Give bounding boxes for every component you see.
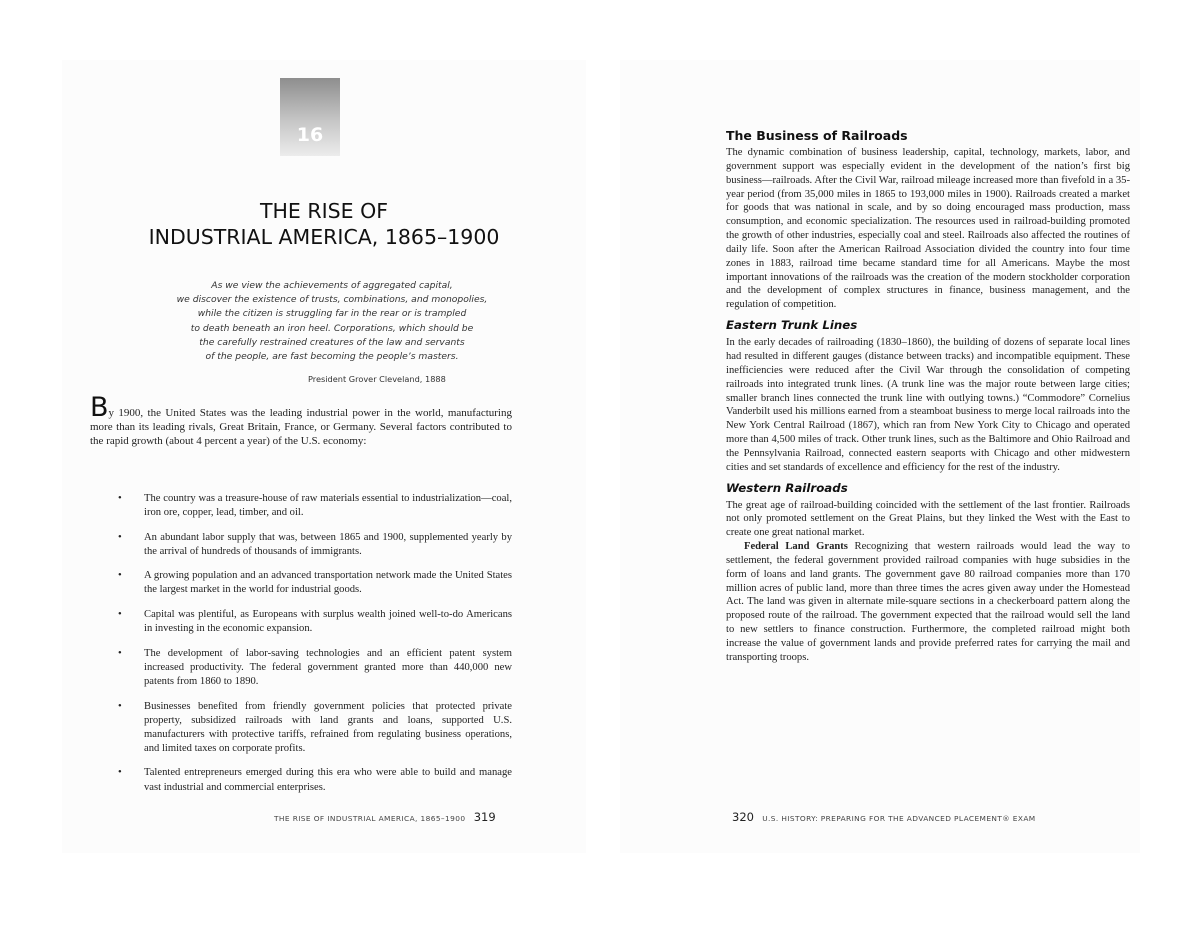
page-number: 320 [732, 810, 754, 824]
epigraph-line: while the citizen is struggling far in the rear or is trampled [197, 308, 467, 320]
list-item [118, 700, 512, 756]
epigraph [122, 279, 542, 364]
list-item-text: Capital was plentiful, as Europeans with surplus wealth joined well-to-do Americans in investing in the economic expansion. [144, 609, 512, 635]
list-item-text: The development of labor-saving technologies and an efficient patent system increased productivity. The federal government granted more than 440,000 new patents from 1860 to 1890. [144, 647, 512, 687]
list-item [118, 608, 512, 636]
list-item-text: An abundant labor supply that was, between 1865 and 1900, supplemented yearly by the arrival of hundreds of thousands of immigrants. [144, 531, 512, 557]
list-item-text: A growing population and an advanced transportation network made the United States the largest market in the world for industrial goods. [144, 570, 512, 596]
intro-paragraph [90, 392, 512, 449]
western-paragraph: The great age of railroad-building coincided with the settlement of the last frontier. Railroads not only promoted settlement on the Great Plains, but they linked the West with the East to create one great national market. [726, 499, 1130, 539]
page-footer [732, 810, 1036, 824]
intro-text: y 1900, the United States was the leading industrial power in the world, manufacturing more than its leading rivals, Great Britain, France, or Germany. Several factors contributed to the rapid growth (about 4 percent a year) of the U.S. economy: [90, 407, 512, 448]
subsection-heading-western: Western Railroads [726, 480, 848, 495]
land-grants-text: Recognizing that western railroads would lead the way to settlement, the federal government provided railroad companies with huge subsidies in the form of loans and land grants. The government gave 80 railroad companies more than 170 million acres of public land, more than three times the acres given away under the Homestead Act. The land was given in alternate mile-square sections in a checkerboard pattern along the proposed route of the railroad. The government expected that the railroad would sell the land to new settlers to finance construction. Furthermore, the completed railroad might both increase the value of government lands and provide preferred rates for carrying the mail and transporting troops. [726, 541, 1130, 663]
chapter-title [62, 198, 586, 250]
bullet-icon: • [118, 493, 122, 504]
epigraph-line: we discover the existence of trusts, combinations, and monopolies, [176, 294, 488, 306]
bullet-icon: • [118, 647, 122, 659]
right-page [620, 60, 1140, 853]
section-heading: The Business of Railroads [726, 128, 908, 143]
list-item-text: The country was a treasure-house of raw materials essential to industrialization—coal, iron ore, copper, lead, timber, and oil. [144, 493, 512, 519]
epigraph-line: to death beneath an iron heel. Corporations, which should be [190, 322, 474, 334]
chapter-number-box [280, 78, 340, 156]
page-number: 319 [473, 810, 496, 824]
running-head: THE RISE OF INDUSTRIAL AMERICA, 1865–1900 [274, 814, 466, 823]
list-item [118, 766, 512, 794]
bullet-icon: • [118, 767, 122, 779]
bullet-icon: • [118, 531, 122, 543]
run-in-heading: Federal Land Grants [744, 541, 848, 553]
factors-list [118, 492, 512, 805]
bullet-icon: • [118, 570, 122, 582]
bullet-icon: • [118, 609, 122, 621]
list-item-text: Talented entrepreneurs emerged during this era who were able to build and manage vast industrial and commercial enterprises. [144, 767, 512, 793]
subsection-heading-eastern: Eastern Trunk Lines [726, 318, 858, 333]
right-page-body [726, 128, 1130, 665]
left-page [62, 60, 586, 853]
epigraph-line: of the people, are fast becoming the people’s masters. [205, 351, 459, 363]
list-item [118, 647, 512, 689]
running-head: U.S. HISTORY: PREPARING FOR THE ADVANCED PLACEMENT® EXAM [762, 814, 1036, 823]
page-footer [274, 810, 496, 824]
list-item [118, 531, 512, 559]
epigraph-line: As we view the achievements of aggregated capital, [211, 280, 453, 291]
list-item [118, 492, 512, 520]
chapter-title-line: THE RISE OF [259, 199, 389, 223]
list-item-text: Businesses benefited from friendly government policies that protected private property, subsidized railroads with land grants and loans, supported U.S. manufacturers with protective tariffs, refrained from regulating business operations, and limited taxes on corporate profits. [144, 700, 512, 754]
epigraph-attribution: President Grover Cleveland, 1888 [308, 374, 446, 384]
chapter-number: 16 [296, 124, 324, 146]
drop-cap: B [90, 392, 109, 423]
list-item [118, 569, 512, 597]
chapter-title-line: INDUSTRIAL AMERICA, 1865–1900 [148, 225, 500, 249]
land-grants-paragraph [726, 540, 1130, 665]
bullet-icon: • [118, 700, 122, 712]
epigraph-line: the carefully restrained creatures of the law and servants [199, 336, 465, 348]
section-paragraph: The dynamic combination of business leadership, capital, technology, markets, labor, and government support was especially evident in the development of the nation’s first big business—railroads. After the Civil War, railroad mileage increased more than fivefold in a 35-year period (from 35,000 miles in 1865 to 193,000 miles in 1900). Railroads created a market for goods that was national in scale, and by so doing encouraged mass production, mass consumption, and economic specialization. The resources used in railroad-building promoted the growth of other industries, especially coal and steel. Railroads also affected the routines of daily life. Soon after the American Railroad Association divided the country into four time zones in 1883, railroad time became standard time for all Americans. Maybe the most important innovations of the railroads was the creation of the modern stockholder corporation and the development of complex structures in finance, business management, and the regulation of competition. [726, 147, 1130, 311]
eastern-paragraph: In the early decades of railroading (1830–1860), the building of dozens of separate local lines had resulted in different gauges (distance between tracks) and incompatible equipment. These inefficiencies were reduced after the Civil War through the consolidation of competing railroads into integrated trunk lines. (A trunk line was the major route between large cities; smaller branch lines connected the trunk line with outlying towns.) “Commodore” Cornelius Vanderbilt used his millions earned from a steamboat business to merge local railroads into the New York Central Railroad (1867), which ran from New York City to Chicago and operated more than 4,500 miles of track. Other trunk lines, such as the Baltimore and Ohio Railroad and the Pennsylvania Railroad, connected eastern seaports with Chicago and other midwestern cities and set standards of excellence and efficiency for the rest of the industry. [726, 337, 1130, 473]
